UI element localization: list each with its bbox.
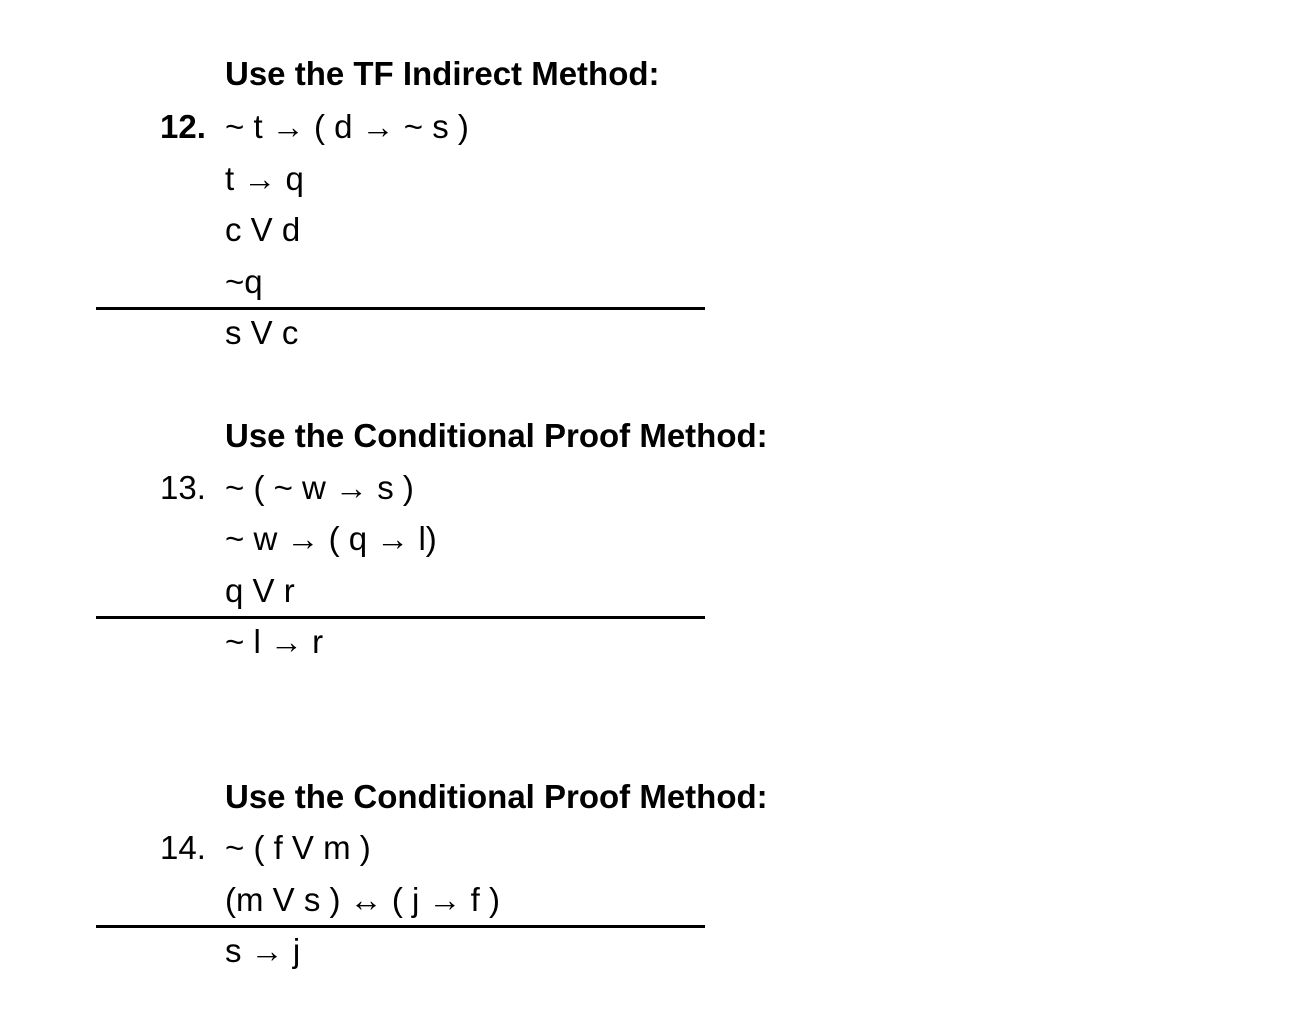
premise-line: ~q bbox=[225, 263, 263, 300]
conclusion-rule bbox=[96, 307, 705, 310]
premise-line: ~ ( ~ w → s ) bbox=[225, 469, 414, 506]
conclusion-line: s V c bbox=[225, 314, 299, 351]
premise-line: ~ w → ( q → l) bbox=[225, 520, 437, 557]
premise-line: t → q bbox=[225, 160, 304, 197]
conclusion-rule bbox=[96, 616, 705, 619]
conclusion-rule bbox=[96, 925, 705, 928]
problem-number: 14. bbox=[160, 829, 206, 866]
conclusion-line: s → j bbox=[225, 932, 301, 969]
premise-line: q V r bbox=[225, 572, 295, 609]
problem-heading: Use the TF Indirect Method: bbox=[225, 55, 660, 92]
premise-line: (m V s ) ↔ ( j → f ) bbox=[225, 881, 500, 918]
problem-number: 13. bbox=[160, 469, 206, 506]
premise-line: ~ t → ( d → ~ s ) bbox=[225, 108, 469, 145]
problem-number: 12. bbox=[160, 108, 206, 145]
problem-heading: Use the Conditional Proof Method: bbox=[225, 417, 768, 454]
problem-heading: Use the Conditional Proof Method: bbox=[225, 778, 768, 815]
premise-line: ~ ( f V m ) bbox=[225, 829, 371, 866]
conclusion-line: ~ l → r bbox=[225, 623, 324, 660]
premise-line: c V d bbox=[225, 211, 301, 248]
